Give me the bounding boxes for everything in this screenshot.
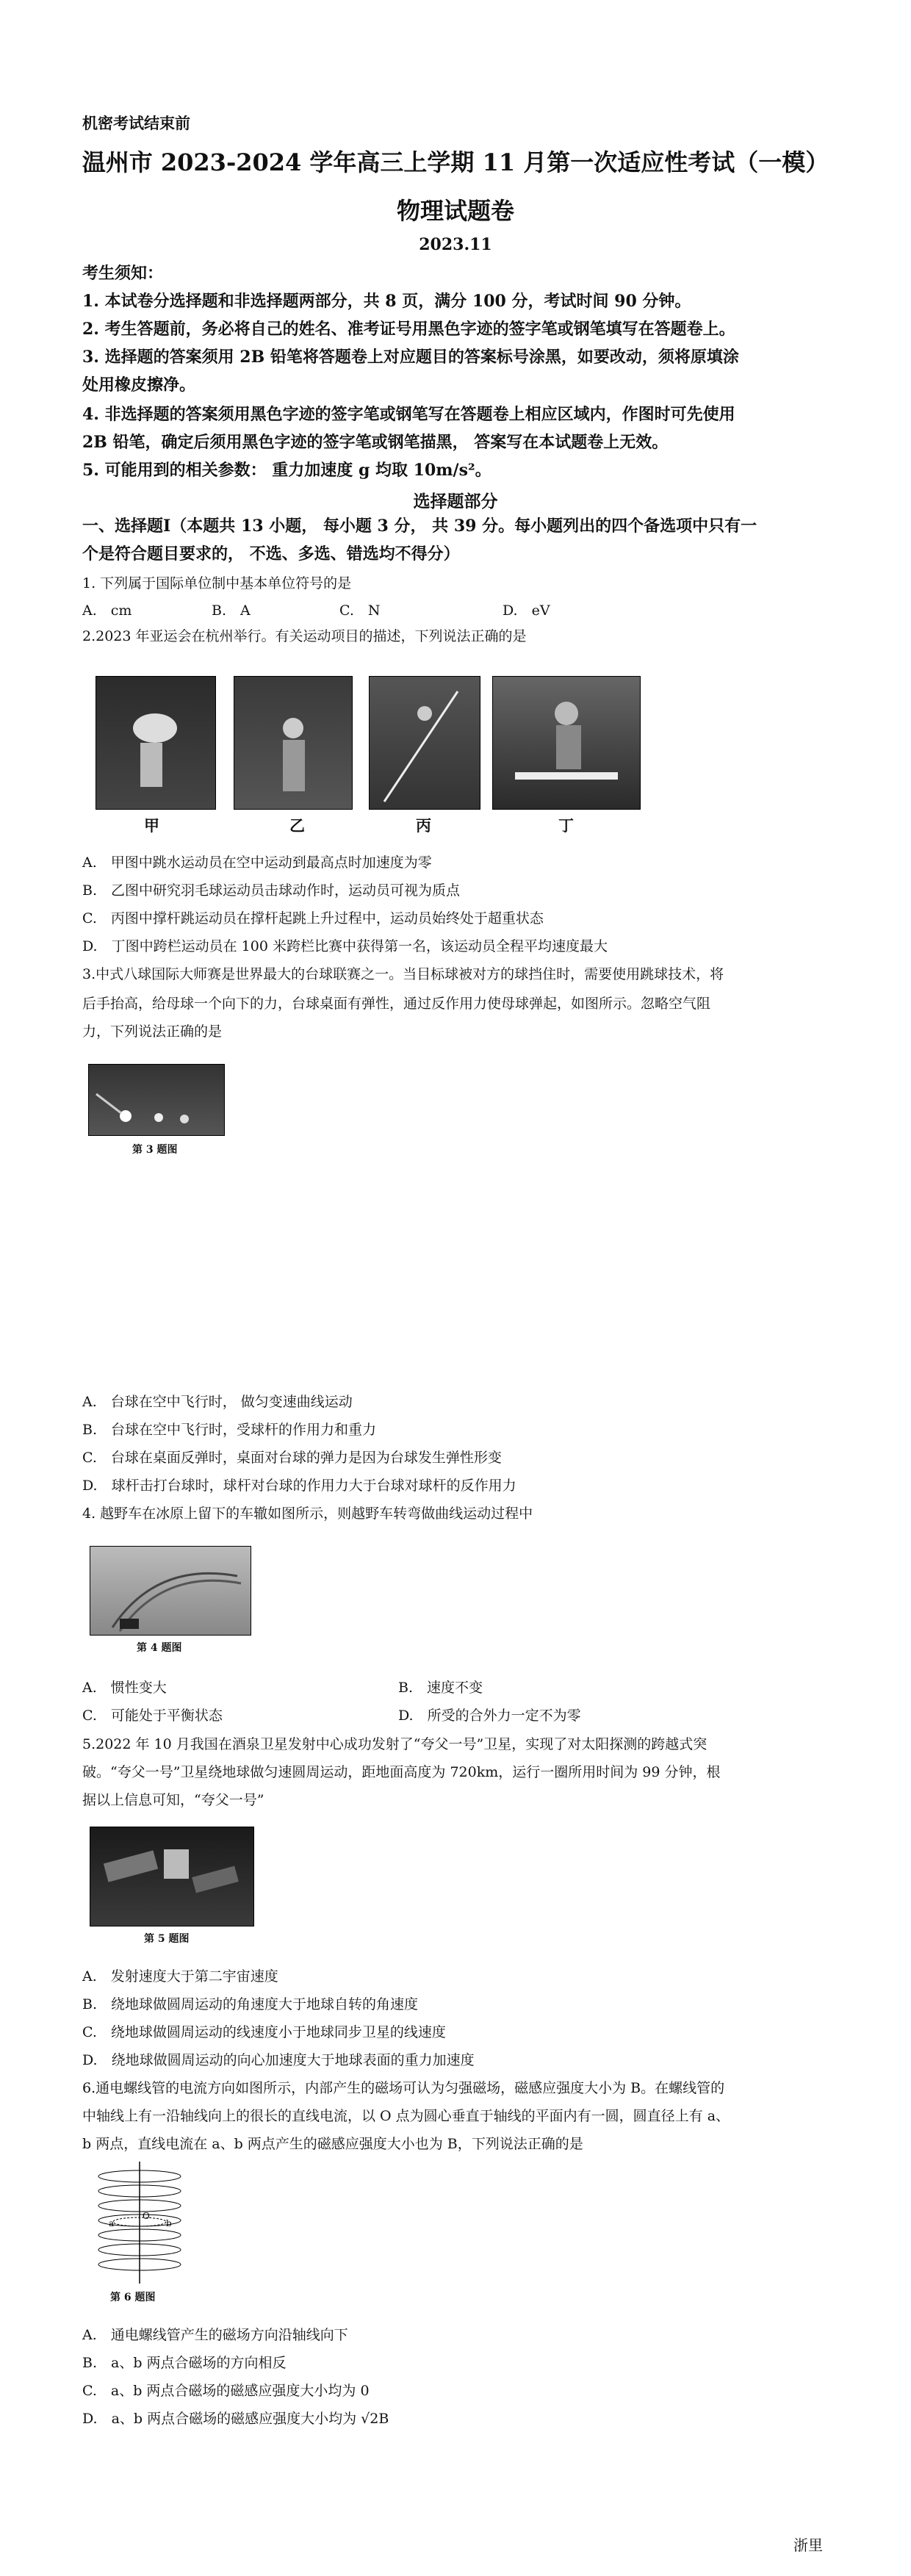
q2-option-a: A. 甲图中跳水运动员在空中运动到最高点时加速度为零 — [82, 855, 432, 871]
q6-label-o: O — [143, 2211, 150, 2221]
badminton-photo — [234, 676, 353, 810]
q6-option-a: A. 通电螺线管产生的磁场方向沿轴线向下 — [82, 2327, 348, 2343]
q1-option-a: A. cm — [82, 602, 132, 619]
q6-option-c: C. a、b 两点合磁场的磁感应强度大小均为 0 — [82, 2383, 370, 2399]
q1-option-b: B. A — [212, 602, 251, 619]
q3-option-d: D. 球杆击打台球时，球杆对台球的作用力大于台球对球杆的反作用力 — [82, 1478, 516, 1494]
section-title: 选择题部分 — [413, 492, 498, 511]
q6-stem: b 两点，直线电流在 a、b 两点产生的磁感应强度大小也为 B，下列说法正确的是 — [82, 2136, 583, 2152]
section-heading: 一、选择题Ⅰ（本题共 13 小题， 每小题 3 分， 共 39 分。每小题列出的四个备选项中只有一 — [82, 517, 757, 536]
billiards-photo — [88, 1064, 225, 1136]
q6-option-b: B. a、b 两点合磁场的方向相反 — [82, 2355, 287, 2371]
solenoid-diagram — [79, 2160, 197, 2285]
q2-stem: 2.2023 年亚运会在杭州举行。有关运动项目的描述，下列说法正确的是 — [82, 628, 527, 644]
notes-heading: 考生须知： — [82, 264, 164, 283]
q1-stem: 1. 下列属于国际单位制中基本单位符号的是 — [82, 575, 352, 591]
billiard-balls-figure — [89, 1065, 224, 1135]
confidential-label: 机密考试结束前 — [82, 114, 190, 132]
solenoid-figure — [79, 2160, 197, 2285]
q3-option-b: B. 台球在空中飞行时，受球杆的作用力和重力 — [82, 1422, 377, 1438]
q3-stem: 后手抬高，给母球一个向下的力，台球桌面有弹性，通过反作用力使母球弹起，如图所示。忽略空气阻 — [82, 996, 711, 1012]
q6-option-d: D. a、b 两点合磁场的磁感应强度大小均为 √2B — [82, 2411, 389, 2427]
notes-item: 4. 非选择题的答案须用黑色字迹的签字笔或钢笔写在答题卷上相应区域内，作图时可先使用 — [82, 405, 735, 424]
q5-option-d: D. 绕地球做圆周运动的向心加速度大于地球表面的重力加速度 — [82, 2052, 475, 2068]
badminton-player-figure — [234, 677, 352, 809]
exam-subtitle: 物理试题卷 — [396, 197, 514, 225]
q4-option-b: B. 速度不变 — [398, 1680, 483, 1696]
notes-item: 处用橡皮擦净。 — [82, 375, 196, 395]
notes-item: 5. 可能用到的相关参数： 重力加速度 g 均取 10m/s²。 — [82, 461, 491, 480]
notes-item: 3. 选择题的答案须用 2B 铅笔将答题卷上对应题目的答案标号涂黑，如要改动，须将原填涂 — [82, 348, 739, 367]
exam-date: 2023.11 — [419, 235, 492, 254]
footer-mark: 浙里 — [793, 2536, 823, 2554]
diving-photo — [96, 676, 216, 810]
q5-stem: 破。“夸父一号”卫星绕地球做匀速圆周运动，距地面高度为 720km，运行一圈所用时间为 99 分钟，根 — [82, 1764, 721, 1780]
hurdler-figure — [493, 677, 640, 809]
q3-stem: 3.中式八球国际大师赛是世界最大的台球联赛之一。当目标球被对方的球挡住时，需要使用跳球技术，将 — [82, 966, 724, 982]
q2-label-ding: 丁 — [558, 816, 574, 835]
section-heading: 个是符合题目要求的， 不选、多选、错选均不得分） — [82, 544, 460, 564]
q3-option-a: A. 台球在空中飞行时， 做匀变速曲线运动 — [82, 1394, 353, 1410]
q6-label-b: b — [166, 2218, 172, 2228]
car-tracks-figure — [90, 1547, 251, 1635]
pole-vault-photo — [369, 676, 480, 810]
notes-item: 2B 铅笔，确定后须用黑色字迹的签字笔或钢笔描黑， 答案写在本试题卷上无效。 — [82, 433, 669, 452]
q5-stem: 5.2022 年 10 月我国在酒泉卫星发射中心成功发射了“夸父一号”卫星，实现了对太阳探测的跨越式突 — [82, 1736, 707, 1752]
q4-option-d: D. 所受的合外力一定不为零 — [398, 1708, 581, 1724]
hurdles-photo — [492, 676, 641, 810]
q4-option-c: C. 可能处于平衡状态 — [82, 1708, 223, 1724]
q4-caption: 第 4 题图 — [137, 1642, 182, 1654]
q2-label-yi: 乙 — [289, 816, 305, 835]
q5-option-a: A. 发射速度大于第二宇宙速度 — [82, 1968, 278, 1985]
q2-option-d: D. 丁图中跨栏运动员在 100 米跨栏比赛中获得第一名，该运动员全程平均速度最大 — [82, 938, 608, 954]
q6-stem: 6.通电螺线管的电流方向如图所示，内部产生的磁场可认为匀强磁场，磁感应强度大小为 B。在螺线管的 — [82, 2080, 725, 2096]
notes-item: 2. 考生答题前，务必将自己的姓名、准考证号用黑色字迹的签字笔或钢笔填写在答题卷上。 — [82, 320, 735, 339]
q5-option-b: B. 绕地球做圆周运动的角速度大于地球自转的角速度 — [82, 1996, 419, 2012]
q3-stem: 力，下列说法正确的是 — [82, 1023, 223, 1040]
notes-item: 1. 本试卷分选择题和非选择题两部分，共 8 页，满分 100 分，考试时间 90 分钟。 — [82, 292, 691, 311]
pole-vaulter-figure — [370, 677, 480, 809]
q6-caption: 第 6 题图 — [110, 2292, 156, 2303]
q1-option-c: C. N — [339, 602, 381, 619]
q5-stem: 据以上信息可知，“夸父一号” — [82, 1792, 264, 1808]
q1-option-d: D. eV — [503, 602, 550, 619]
q3-caption: 第 3 题图 — [132, 1144, 178, 1156]
q2-option-c: C. 丙图中撑杆跳运动员在撑杆起跳上升过程中，运动员始终处于超重状态 — [82, 910, 544, 927]
q5-option-c: C. 绕地球做圆周运动的线速度小于地球同步卫星的线速度 — [82, 2024, 446, 2040]
q4-stem: 4. 越野车在冰原上留下的车辙如图所示，则越野车转弯做曲线运动过程中 — [82, 1505, 533, 1522]
satellite-figure — [90, 1827, 253, 1926]
satellite-photo — [90, 1827, 254, 1926]
q6-label-a: a — [109, 2218, 115, 2228]
q2-label-jia: 甲 — [144, 816, 159, 835]
q2-label-bing: 丙 — [416, 816, 431, 835]
ice-tracks-photo — [90, 1546, 251, 1636]
diver-figure — [96, 677, 215, 809]
q6-stem: 中轴线上有一沿轴线向上的很长的直线电流，以 O 点为圆心垂直于轴线的平面内有一圆，圆直径上有 a、 — [82, 2108, 730, 2124]
q3-option-c: C. 台球在桌面反弹时，桌面对台球的弹力是因为台球发生弹性形变 — [82, 1450, 502, 1466]
q5-caption: 第 5 题图 — [144, 1933, 190, 1945]
q4-option-a: A. 惯性变大 — [82, 1680, 167, 1696]
exam-title: 温州市 2023-2024 学年高三上学期 11 月第一次适应性考试（一模） — [82, 148, 829, 176]
q2-option-b: B. 乙图中研究羽毛球运动员击球动作时，运动员可视为质点 — [82, 882, 461, 899]
